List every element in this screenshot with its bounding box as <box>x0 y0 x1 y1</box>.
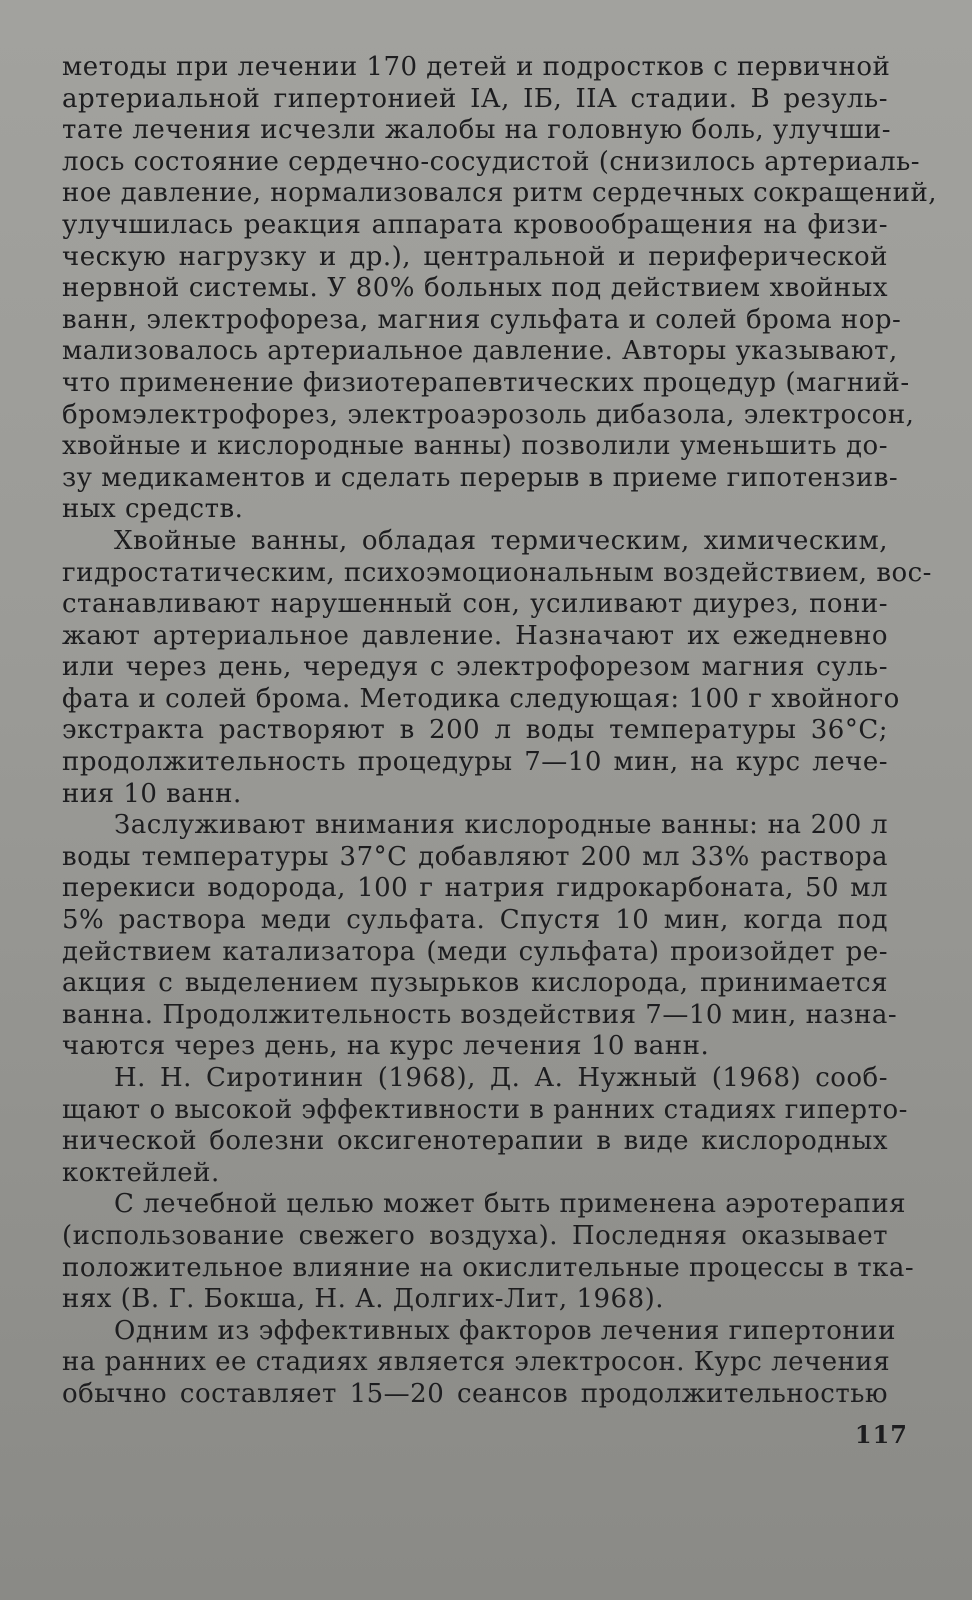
text-line: ческую нагрузку и др.), центральной и периферической <box>62 241 888 272</box>
paragraph-2 <box>62 525 932 810</box>
text-line: экстракта растворяют в 200 л воды температуры 36°С; <box>62 715 888 746</box>
text-line: ное давление, нормализовался ритм сердечных сокращений, <box>62 178 938 209</box>
text-line: Заслуживают внимания кислородные ванны: на 200 л <box>114 810 888 841</box>
text-line: зу медикаментов и сделать перерыв в приеме гипотензив- <box>62 462 899 493</box>
text-line: С лечебной целью может быть применена аэротерапия <box>114 1189 907 1220</box>
text-line: ванна. Продолжительность воздействия 7—10 мин, назна- <box>62 999 898 1030</box>
text-line: воды температуры 37°С добавляют 200 мл 33% раствора <box>62 841 888 872</box>
text-line: или через день, чередуя с электрофорезом магния суль- <box>62 652 888 683</box>
text-line: ния 10 ванн. <box>62 778 242 809</box>
text-line: что применение физиотерапевтических процедур (магний- <box>62 367 910 398</box>
text-line: (использование свежего воздуха). Последняя оказывает <box>62 1220 888 1251</box>
text-line: на ранних ее стадиях является электросон. Курс лечения <box>62 1347 891 1378</box>
text-line: Н. Н. Сиротинин (1968), Д. А. Нужный (1968) сооб- <box>114 1063 888 1093</box>
text-line: продолжительность процедуры 7—10 мин, на курс лече- <box>62 747 888 778</box>
page-number: 117 <box>854 1420 908 1449</box>
text-line: фата и солей брома. Методика следующая: 100 г хвойного <box>62 683 900 714</box>
text-line: ванн, электрофореза, магния сульфата и солей брома нор- <box>62 304 902 335</box>
text-line: положительное влияние на окислительные процессы в тка- <box>62 1252 915 1283</box>
text-line: чаются через день, на курс лечения 10 ванн. <box>62 1031 710 1062</box>
text-line: лось состояние сердечно-сосудистой (снизилось артериаль- <box>62 146 921 177</box>
text-line: улучшилась реакция аппарата кровообращения на физи- <box>62 209 888 240</box>
text-line: методы при лечении 170 детей и подростков с первичной <box>62 52 891 82</box>
text-line: бромэлектрофорез, электроаэрозоль дибазола, электросон, <box>62 399 915 430</box>
paragraph-1 <box>62 52 938 526</box>
text-column <box>62 52 938 1411</box>
text-line: 5% раствора меди сульфата. Спустя 10 мин, когда под <box>62 905 888 936</box>
text-line: мализовалось артериальное давление. Авторы указывают, <box>62 336 898 367</box>
text-line: нях (В. Г. Бокша, Н. А. Долгих-Лит, 1968). <box>62 1284 665 1315</box>
paragraph-6 <box>62 1315 896 1411</box>
text-line: гидростатическим, психоэмоциональным воздействием, вос- <box>62 557 932 588</box>
text-line: нической болезни оксигенотерапии в виде кислородных <box>62 1126 888 1157</box>
text-line: обычно составляет 15—20 сеансов продолжительностью <box>62 1378 888 1409</box>
text-line: станавливают нарушенный сон, усиливают диурез, пони- <box>62 589 888 620</box>
paragraph-5 <box>62 1189 915 1315</box>
text-line: действием катализатора (меди сульфата) произойдет ре- <box>62 936 888 967</box>
text-line: Одним из эффективных факторов лечения гипертонии <box>114 1315 896 1346</box>
text-line: перекиси водорода, 100 г натрия гидрокарбоната, 50 мл <box>62 873 888 904</box>
text-line: акция с выделением пузырьков кислорода, принимается <box>62 968 888 999</box>
text-line: коктейлей. <box>62 1157 220 1188</box>
paragraph-3 <box>62 810 898 1063</box>
text-line: тате лечения исчезли жалобы на головную боль, улучши- <box>62 115 891 146</box>
text-line: щают о высокой эффективности в ранних стадиях гиперто- <box>62 1094 908 1125</box>
text-line: хвойные и кислородные ванны) позволили уменьшить до- <box>62 431 888 462</box>
text-line: нервной системы. У 80% больных под действием хвойных <box>62 273 888 304</box>
text-line: Хвойные ванны, обладая термическим, химическим, <box>114 525 888 556</box>
text-line: жают артериальное давление. Назначают их ежедневно <box>62 620 888 651</box>
text-line: ных средств. <box>62 494 244 525</box>
paragraph-4 <box>62 1063 908 1189</box>
text-line: артериальной гипертонией IА, IБ, IIА стадии. В резуль- <box>62 83 888 114</box>
